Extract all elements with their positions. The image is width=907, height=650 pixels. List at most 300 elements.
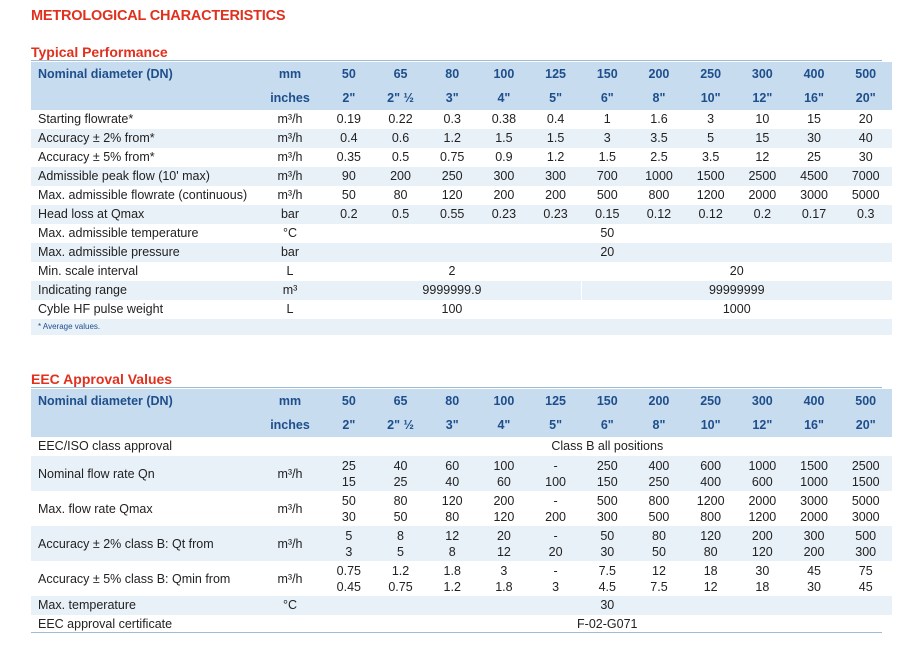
row-value-bottom: 2000 xyxy=(800,509,828,524)
table-row xyxy=(31,205,892,224)
row-value-pair xyxy=(530,491,582,526)
row-label: Max. admissible pressure xyxy=(31,243,257,262)
row-value-left: 2 xyxy=(448,264,456,278)
row-value-top: - xyxy=(553,458,558,473)
row-value-bottom: 400 xyxy=(700,474,722,489)
row-value-bottom: 15 xyxy=(341,474,356,489)
row-value-top: 18 xyxy=(703,563,718,578)
inch-value: 12" xyxy=(737,413,789,437)
row-value-pair xyxy=(426,456,478,491)
row-value-pair xyxy=(840,526,892,561)
row-unit: bar xyxy=(257,205,323,224)
typical-underline xyxy=(31,60,882,61)
row-value: 0.3 xyxy=(443,112,461,126)
row-value-top: 80 xyxy=(652,528,666,543)
row-value: 0.3 xyxy=(840,205,892,224)
row-value-left: 100 xyxy=(441,302,463,316)
row-value: 120 xyxy=(441,188,463,202)
row-value: 0.2 xyxy=(323,205,375,224)
row-value-pair xyxy=(375,491,427,526)
table-row xyxy=(31,437,892,456)
row-value-pair xyxy=(323,561,375,596)
dn-value: 125 xyxy=(530,389,582,413)
inch-value: 2" ½ xyxy=(375,413,427,437)
table-row xyxy=(31,596,892,615)
dn-value: 250 xyxy=(685,62,737,86)
row-value-bottom: 100 xyxy=(545,474,567,489)
row-unit: m³/h xyxy=(277,150,303,164)
row-value-pair xyxy=(323,456,375,491)
row-value-top: - xyxy=(553,563,558,578)
inch-value: 4" xyxy=(478,86,530,110)
row-value: 0.35 xyxy=(336,150,362,164)
unit-inches-label: inches xyxy=(257,86,323,110)
row-unit: L xyxy=(286,302,294,316)
row-value-top: 1.8 xyxy=(443,563,461,578)
dn-value: 50 xyxy=(323,389,375,413)
unit-inches-label: inches xyxy=(257,413,323,437)
row-value-pair xyxy=(530,456,582,491)
row-value-pair xyxy=(478,491,530,526)
row-label: Accuracy ± 2% from* xyxy=(31,129,257,148)
row-value-bottom: 4.5 xyxy=(598,579,616,594)
row-value-top: 1.2 xyxy=(391,563,410,578)
row-value-bottom: 600 xyxy=(751,474,773,489)
dn-value: 400 xyxy=(788,62,840,86)
row-value-top: 5 xyxy=(345,528,353,543)
row-value-top: 200 xyxy=(751,528,773,543)
row-value-pair xyxy=(375,561,427,596)
row-value-bottom: 1.2 xyxy=(443,579,461,594)
row-value-pair xyxy=(685,561,737,596)
row-value-bottom: 0.45 xyxy=(336,579,362,594)
row-value-top: 20 xyxy=(496,528,511,543)
row-value-pair xyxy=(478,456,530,491)
row-value-top: 5000 xyxy=(851,493,880,508)
row-value: 0.55 xyxy=(426,205,478,224)
row-value-top: 1200 xyxy=(696,493,725,508)
row-value: 0.23 xyxy=(478,205,530,224)
unit-mm-label: mm xyxy=(257,389,323,413)
table-row xyxy=(31,243,892,262)
row-label: Accuracy ± 5% from* xyxy=(38,150,155,164)
row-unit: °C xyxy=(257,596,323,615)
row-unit: m³/h xyxy=(257,129,323,148)
row-value-pair xyxy=(581,456,633,491)
row-value-top: 500 xyxy=(855,528,877,543)
row-value-bottom: 40 xyxy=(445,474,460,489)
row-value-bottom: 1500 xyxy=(851,474,880,489)
row-value-pair xyxy=(788,456,840,491)
row-value-bottom: 1.8 xyxy=(495,579,513,594)
row-value: 0.15 xyxy=(581,205,633,224)
row-value-pair xyxy=(426,491,478,526)
row-value-pair xyxy=(633,526,685,561)
row-value: 200 xyxy=(375,167,427,186)
row-value-top: 500 xyxy=(596,493,618,508)
dn-value: 125 xyxy=(530,62,582,86)
row-value-top: 40 xyxy=(393,458,408,473)
header-label-blank xyxy=(31,413,257,437)
row-value: 1500 xyxy=(685,167,737,186)
row-value-pair xyxy=(788,491,840,526)
inch-value: 8" xyxy=(633,413,685,437)
row-value-bottom: 500 xyxy=(648,509,670,524)
row-value-pair xyxy=(633,561,685,596)
row-value-top: 2000 xyxy=(748,493,777,508)
row-label: Starting flowrate* xyxy=(38,112,134,126)
row-value: 25 xyxy=(807,150,821,164)
row-value-bottom: 0.75 xyxy=(388,579,413,594)
row-value: 5 xyxy=(685,129,737,148)
inch-value: 6" xyxy=(581,86,633,110)
dn-value: 500 xyxy=(840,389,892,413)
dn-value: 200 xyxy=(633,389,685,413)
row-value: Class B all positions xyxy=(551,439,664,453)
row-label: Accuracy ± 2% class B: Qt from xyxy=(31,526,257,561)
row-value-right: 20 xyxy=(581,262,891,281)
row-value: 0.17 xyxy=(788,205,840,224)
row-unit: m³/h xyxy=(277,571,303,586)
row-value: 700 xyxy=(581,167,633,186)
row-value-bottom: 80 xyxy=(445,509,460,524)
row-unit: L xyxy=(286,264,294,278)
dn-value: 150 xyxy=(581,62,633,86)
inch-value: 5" xyxy=(530,86,582,110)
row-unit: m³/h xyxy=(257,526,323,561)
row-value-top: 3000 xyxy=(800,493,828,508)
row-value-bottom: 30 xyxy=(341,509,356,524)
row-value-bottom: 1200 xyxy=(748,509,777,524)
dn-value: 100 xyxy=(478,62,530,86)
row-value-bottom: 250 xyxy=(648,474,670,489)
row-label: Max. admissible temperature xyxy=(38,226,199,240)
row-value-top: 80 xyxy=(393,493,408,508)
row-value-top: 8 xyxy=(397,528,404,543)
row-value-top: 120 xyxy=(441,493,463,508)
row-value-top: 2500 xyxy=(851,458,880,473)
row-label: Max. flow rate Qmax xyxy=(38,501,153,516)
row-label: Head loss at Qmax xyxy=(31,205,257,224)
row-value-top: 60 xyxy=(445,458,460,473)
typical-performance-table xyxy=(31,62,892,335)
row-value-bottom: 12 xyxy=(703,579,718,594)
row-value: 50 xyxy=(341,188,356,202)
dn-value: 500 xyxy=(840,62,892,86)
row-value: 30 xyxy=(788,129,840,148)
row-value: 3.5 xyxy=(633,129,685,148)
inch-value: 5" xyxy=(530,413,582,437)
row-value-top: 300 xyxy=(803,528,825,543)
row-value: 200 xyxy=(545,188,567,202)
header-label: Nominal diameter (DN) xyxy=(31,389,257,413)
row-value-top: 25 xyxy=(341,458,356,473)
row-value-pair xyxy=(633,456,685,491)
table-row xyxy=(31,491,892,526)
row-value: 30 xyxy=(858,150,873,164)
row-value: 3000 xyxy=(800,188,828,202)
row-unit: m³/h xyxy=(257,167,323,186)
row-value-pair xyxy=(840,456,892,491)
row-value-pair xyxy=(530,526,582,561)
inch-value: 20" xyxy=(840,86,892,110)
row-value-bottom: 1000 xyxy=(800,474,828,489)
row-value-bottom: 300 xyxy=(855,544,877,559)
row-value-left: 9999999.9 xyxy=(323,281,581,300)
unit-mm-label: mm xyxy=(257,62,323,86)
inch-value: 2" xyxy=(323,413,375,437)
row-value: 0.6 xyxy=(375,129,427,148)
row-value-top: 30 xyxy=(755,563,770,578)
row-value: 2500 xyxy=(737,167,789,186)
row-value-bottom: 30 xyxy=(600,544,615,559)
eec-approval-table xyxy=(31,389,892,634)
row-value-bottom: 25 xyxy=(393,474,408,489)
row-value: 2.5 xyxy=(650,150,668,164)
inch-value: 4" xyxy=(478,413,530,437)
row-value-pair xyxy=(840,491,892,526)
header-row-inches xyxy=(31,86,892,110)
row-value: 300 xyxy=(530,167,582,186)
row-value-bottom: 3 xyxy=(345,544,353,559)
row-value-top: - xyxy=(553,493,558,508)
row-value-bottom: 150 xyxy=(596,474,618,489)
row-value: 1.5 xyxy=(530,129,582,148)
footnote-row xyxy=(31,319,892,335)
row-unit: m³/h xyxy=(257,456,323,491)
table-row xyxy=(31,300,892,319)
row-value: 0.12 xyxy=(633,205,685,224)
row-value-bottom: 3 xyxy=(552,579,560,594)
row-label: EEC approval certificate xyxy=(38,617,173,631)
dn-value: 300 xyxy=(737,389,789,413)
row-value-bottom: 12 xyxy=(496,544,511,559)
row-value-bottom: 8 xyxy=(448,544,456,559)
row-value-pair xyxy=(323,491,375,526)
row-label: Max. temperature xyxy=(31,596,257,615)
row-value-bottom: 18 xyxy=(755,579,770,594)
row-label: EEC/ISO class approval xyxy=(38,439,173,453)
row-value-pair xyxy=(426,561,478,596)
inch-value: 12" xyxy=(737,86,789,110)
row-label: Indicating range xyxy=(31,281,257,300)
row-value: 30 xyxy=(323,596,892,615)
row-value-top: 12 xyxy=(445,528,460,543)
row-value-bottom: 800 xyxy=(700,509,722,524)
footnote: * Average values. xyxy=(31,319,892,335)
row-value: 1.2 xyxy=(546,150,565,164)
dn-value: 80 xyxy=(426,62,478,86)
row-value: 15 xyxy=(807,112,821,126)
dn-value: 150 xyxy=(581,389,633,413)
row-value-bottom: 50 xyxy=(652,544,666,559)
row-value-top: 200 xyxy=(493,493,515,508)
row-value-pair xyxy=(426,526,478,561)
row-value-right: 1000 xyxy=(581,300,891,319)
eec-underline xyxy=(31,387,882,388)
row-label: Min. scale interval xyxy=(38,264,139,278)
dn-value: 65 xyxy=(375,389,427,413)
dn-value: 200 xyxy=(633,62,685,86)
row-value: 800 xyxy=(648,188,670,202)
table-row xyxy=(31,281,892,300)
row-value-pair xyxy=(581,561,633,596)
row-value-top: 50 xyxy=(341,493,356,508)
row-value: 0.5 xyxy=(375,205,427,224)
row-value: 7000 xyxy=(840,167,892,186)
row-value-pair xyxy=(737,456,789,491)
row-label: Accuracy ± 5% class B: Qmin from xyxy=(38,571,231,586)
inch-value: 3" xyxy=(426,413,478,437)
row-value-pair xyxy=(478,526,530,561)
table-row xyxy=(31,224,892,243)
row-value-pair xyxy=(633,491,685,526)
row-unit xyxy=(257,437,323,456)
row-value-top: 1000 xyxy=(748,458,777,473)
row-label: Nominal flow rate Qn xyxy=(31,456,257,491)
dn-value: 50 xyxy=(323,62,375,86)
row-value-bottom: 200 xyxy=(803,544,825,559)
inch-value: 3" xyxy=(426,86,478,110)
row-label: Max. admissible flowrate (continuous) xyxy=(38,188,248,202)
inch-value: 8" xyxy=(633,86,685,110)
row-value: 0.5 xyxy=(391,150,410,164)
dn-value: 250 xyxy=(685,389,737,413)
row-value: 40 xyxy=(840,129,892,148)
row-value-bottom: 3000 xyxy=(851,509,880,524)
row-value-pair xyxy=(478,561,530,596)
table-row xyxy=(31,561,892,596)
row-value: 1000 xyxy=(633,167,685,186)
row-value: 10 xyxy=(755,112,770,126)
row-value-bottom: 5 xyxy=(397,544,404,559)
row-value-bottom: 200 xyxy=(545,509,567,524)
inch-value: 20" xyxy=(840,413,892,437)
dn-value: 400 xyxy=(788,389,840,413)
table-row xyxy=(31,456,892,491)
row-value: 250 xyxy=(426,167,478,186)
row-value: 15 xyxy=(737,129,789,148)
table-row xyxy=(31,110,892,129)
dn-value: 100 xyxy=(478,389,530,413)
header-label: Nominal diameter (DN) xyxy=(31,62,257,86)
row-unit: °C xyxy=(282,226,298,240)
inch-value: 2" xyxy=(323,86,375,110)
row-value-bottom: 120 xyxy=(751,544,773,559)
row-value: 12 xyxy=(755,150,770,164)
row-value: 20 xyxy=(323,243,892,262)
row-value-top: 50 xyxy=(600,528,615,543)
eec-bottom-line xyxy=(31,632,882,633)
row-unit: m³/h xyxy=(277,188,303,202)
row-value: 0.4 xyxy=(546,112,565,126)
row-value-top: 75 xyxy=(858,563,873,578)
dn-value: 65 xyxy=(375,62,427,86)
row-value: 50 xyxy=(600,226,615,240)
header-label-blank xyxy=(31,86,257,110)
row-value-right: 99999999 xyxy=(581,281,891,300)
row-value: 1.2 xyxy=(426,129,478,148)
inch-value: 16" xyxy=(788,413,840,437)
row-value: 2000 xyxy=(748,188,777,202)
table-row xyxy=(31,526,892,561)
row-value-pair xyxy=(685,526,737,561)
row-value: 4500 xyxy=(788,167,840,186)
row-value-pair xyxy=(375,456,427,491)
row-value-pair xyxy=(530,561,582,596)
table-row xyxy=(31,186,892,205)
row-value: 0.9 xyxy=(495,150,513,164)
row-value: 500 xyxy=(596,188,618,202)
row-value-bottom: 50 xyxy=(393,509,408,524)
row-value-bottom: 60 xyxy=(496,474,511,489)
row-value-top: 100 xyxy=(493,458,515,473)
row-value: 1200 xyxy=(696,188,725,202)
row-value-pair xyxy=(737,561,789,596)
row-value-pair xyxy=(737,491,789,526)
inch-value: 2" ½ xyxy=(375,86,427,110)
inch-value: 10" xyxy=(685,86,737,110)
row-value-top: - xyxy=(553,528,558,543)
row-value-top: 0.75 xyxy=(336,563,362,578)
row-value-pair xyxy=(375,526,427,561)
row-value-top: 600 xyxy=(700,458,722,473)
row-value: 300 xyxy=(478,167,530,186)
row-value: 0.23 xyxy=(530,205,582,224)
row-value-top: 1500 xyxy=(800,458,828,473)
row-value: F-02-G071 xyxy=(577,617,638,631)
table-row xyxy=(31,262,892,281)
row-value-bottom: 45 xyxy=(858,579,873,594)
row-value: 0.12 xyxy=(685,205,737,224)
inch-value: 6" xyxy=(581,413,633,437)
typical-performance-title: Typical Performance xyxy=(31,44,168,60)
header-row-mm xyxy=(31,62,892,86)
dn-value: 80 xyxy=(426,389,478,413)
row-value-pair xyxy=(581,491,633,526)
row-value-bottom: 20 xyxy=(548,544,563,559)
inch-value: 16" xyxy=(788,86,840,110)
row-value: 1.6 xyxy=(650,112,668,126)
row-value: 5000 xyxy=(851,188,880,202)
row-value: 1 xyxy=(603,112,611,126)
row-value: 1.5 xyxy=(478,129,530,148)
row-value-pair xyxy=(685,491,737,526)
inch-value: 10" xyxy=(685,413,737,437)
row-value: 0.19 xyxy=(336,112,362,126)
row-value: 0.38 xyxy=(491,112,517,126)
row-value: 200 xyxy=(493,188,515,202)
row-label: Cyble HF pulse weight xyxy=(38,302,164,316)
row-value-pair xyxy=(737,526,789,561)
row-value: 90 xyxy=(323,167,375,186)
table-row xyxy=(31,148,892,167)
row-value-top: 120 xyxy=(700,528,722,543)
row-value-pair xyxy=(323,526,375,561)
row-label: Admissible peak flow (10' max) xyxy=(31,167,257,186)
table-row xyxy=(31,167,892,186)
row-value-top: 250 xyxy=(596,458,618,473)
table-row xyxy=(31,129,892,148)
row-value-top: 800 xyxy=(648,493,670,508)
row-value: 0.22 xyxy=(388,112,413,126)
row-value-pair xyxy=(788,526,840,561)
row-value-top: 400 xyxy=(648,458,670,473)
row-value-top: 3 xyxy=(500,563,508,578)
row-value-pair xyxy=(788,561,840,596)
row-unit: m³/h xyxy=(277,501,303,516)
row-unit: bar xyxy=(257,243,323,262)
